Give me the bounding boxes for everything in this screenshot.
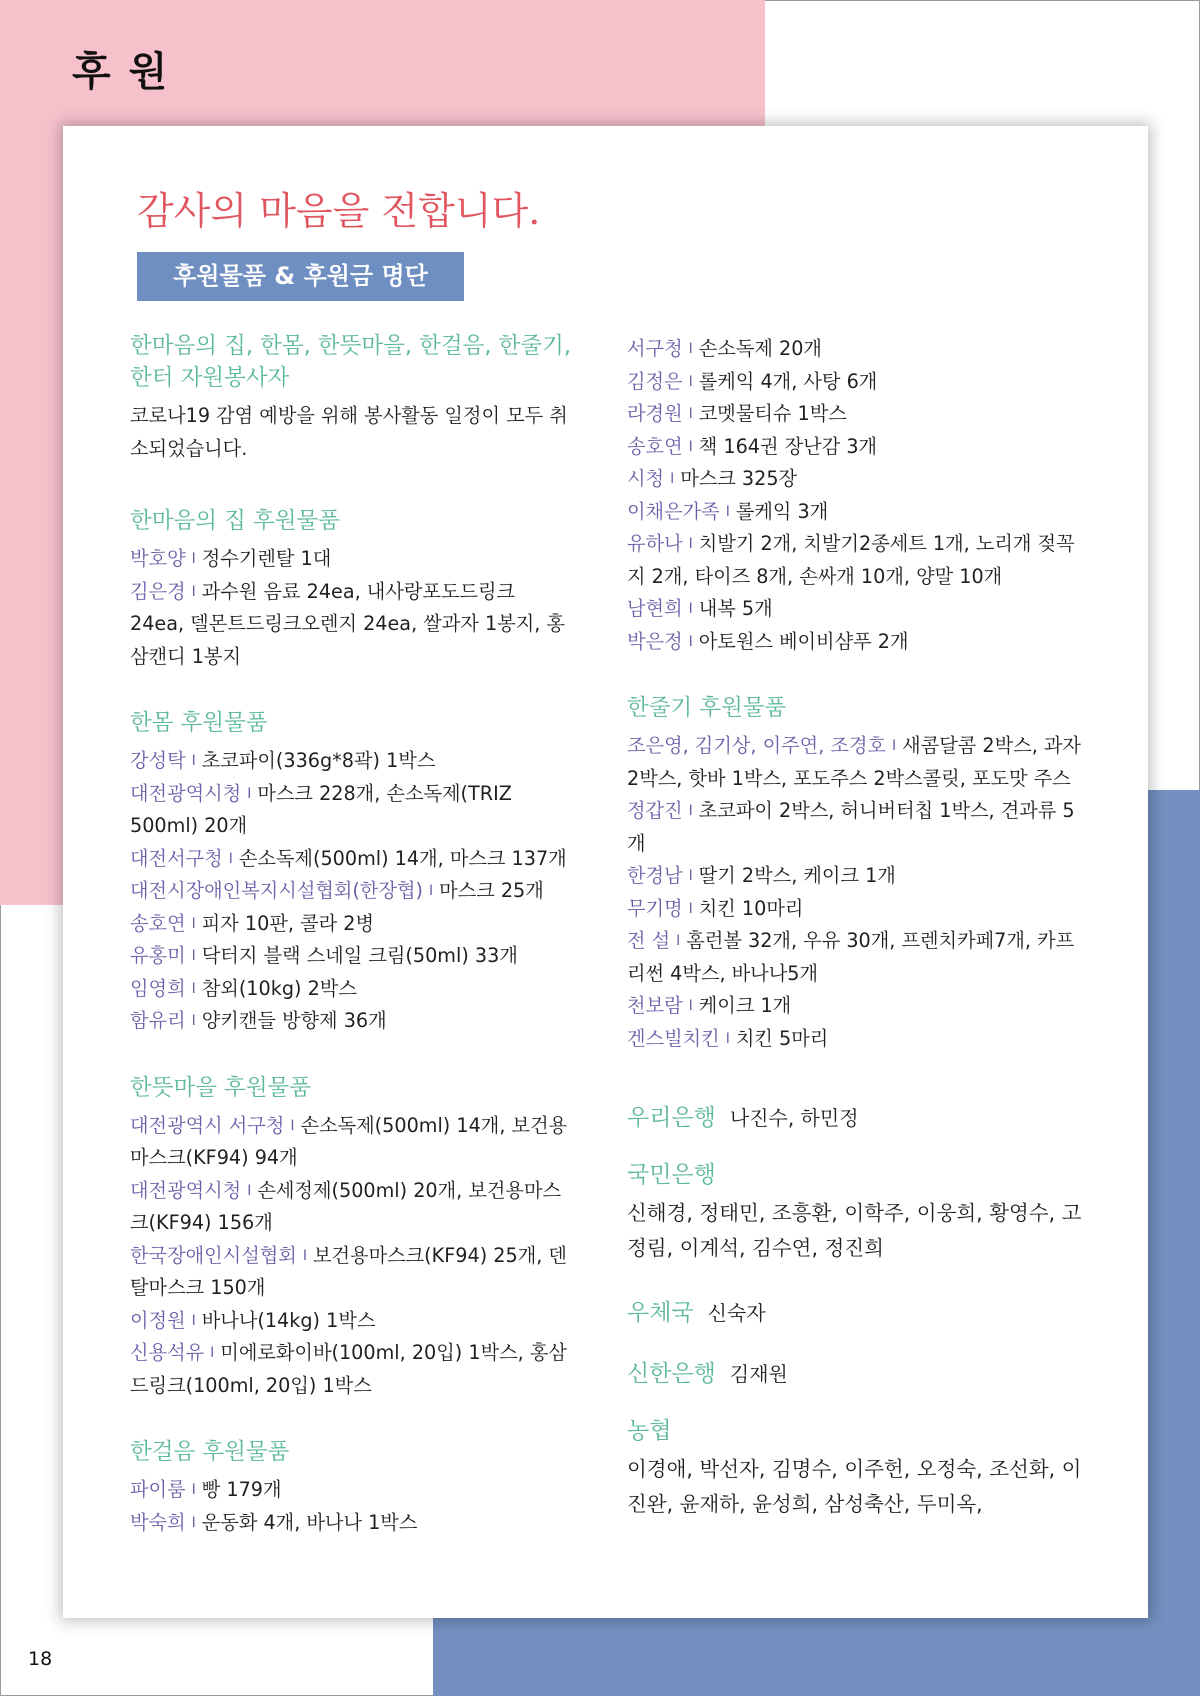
bank-donors: 나진수, 하민정 [729, 1106, 859, 1130]
donor-name: 시청 [627, 467, 665, 490]
donor-entry [130, 1474, 575, 1507]
separator: I [676, 933, 681, 949]
donor-name: 파이룸 [130, 1478, 186, 1501]
donation-desc: 딸기 2박스, 케이크 1개 [698, 864, 896, 887]
donation-desc: 마스크 325장 [680, 467, 798, 490]
separator: I [688, 633, 693, 650]
separator: I [725, 503, 730, 520]
donor-entry [627, 990, 1082, 1023]
donor-entry [627, 431, 1082, 464]
donation-desc: 미에로화이바(100ml, 20입) 1박스, 홍삼드링크(100ml, 20입) 1박스 [130, 1341, 567, 1397]
donation-desc: 손소독제(500ml) 14개, 보건용마스크(KF94) 94개 [130, 1113, 568, 1169]
separator: I [247, 785, 252, 802]
separator: I [688, 438, 693, 455]
separator: I [688, 601, 693, 617]
donor-entry [627, 333, 1082, 366]
donor-name: 김정은 [627, 369, 683, 393]
blue-background-block-bottom [433, 1612, 1200, 1696]
separator: I [191, 1482, 196, 1498]
donor-name: 대전광역시청 [130, 1178, 242, 1202]
donor-entry [627, 626, 1082, 659]
donation-desc: 책 164권 장난감 3개 [698, 434, 878, 458]
separator: I [191, 551, 196, 567]
donation-desc: 내복 5개 [698, 597, 773, 620]
donor-name: 라경원 [627, 402, 683, 425]
donor-entry [627, 795, 1082, 860]
donation-desc: 새콤달콤 2박스, 과자 2박스, 핫바 1박스, 포도주스 2박스콜릿, 포도맛 주스 [627, 734, 1081, 790]
donor-name: 유홍미 [130, 944, 186, 967]
group-title: 한마음의 집, 한몸, 한뜻마을, 한걸음, 한줄기, 한터 자원봉사자 [130, 333, 572, 391]
group-title: 한걸음 후원물품 [130, 1439, 290, 1465]
donation-desc: 손세정제(500ml) 20개, 보건용마스크(KF94) 156개 [130, 1178, 562, 1234]
bank-name: 우체국 [627, 1300, 694, 1326]
donor-name: 신용석유 [130, 1341, 205, 1364]
separator: I [191, 583, 196, 600]
donation-desc: 마스크 228개, 손소독제(TRIZ 500ml) 20개 [130, 781, 512, 837]
donor-name: 송호연 [627, 434, 683, 458]
separator: I [191, 1312, 196, 1329]
donation-desc: 보건용마스크(KF94) 25개, 덴탈마스크 150개 [130, 1243, 567, 1299]
bank-donors: 김재원 [729, 1362, 788, 1386]
donor-name: 무기명 [627, 896, 683, 920]
separator: I [429, 883, 434, 899]
donation-desc: 홈런볼 32개, 우유 30개, 프렌치카페7개, 카프리썬 4박스, 바나나5개 [627, 929, 1075, 985]
separator: I [210, 1345, 215, 1361]
donor-name: 대전서구청 [130, 846, 223, 870]
separator: I [191, 948, 196, 964]
left-column [130, 330, 575, 1539]
separator: I [688, 868, 693, 884]
donation-desc: 치킨 5마리 [735, 1026, 829, 1050]
donor-name: 전 설 [627, 929, 671, 952]
donor-entry [130, 875, 575, 908]
bank-entry [627, 1160, 1082, 1266]
separator: I [892, 738, 897, 754]
donor-entry [627, 463, 1082, 496]
donor-name: 임영희 [130, 976, 186, 1000]
donor-name: 박숙희 [130, 1510, 186, 1534]
donation-desc: 손소독제(500ml) 14개, 마스크 137개 [238, 846, 567, 870]
separator: I [688, 536, 693, 552]
separator: I [191, 1514, 196, 1531]
donor-entry [130, 1240, 575, 1305]
separator: I [290, 1117, 295, 1134]
donor-entry [130, 1110, 575, 1175]
donor-entry [627, 860, 1082, 893]
bank-name: 신한은행 [627, 1361, 716, 1387]
donor-entry [130, 576, 575, 674]
donor-entry [130, 843, 575, 876]
donation-desc: 정수기렌탈 1대 [201, 547, 332, 570]
donation-group [130, 505, 575, 673]
donation-desc: 아토원스 베이비샴푸 2개 [698, 629, 909, 653]
donor-entry [130, 1305, 575, 1338]
bank-donors: 이경애, 박선자, 김명수, 이주헌, 오정숙, 조선화, 이진완, 윤재하, 윤성희, 삼성축산, 두미옥, [627, 1457, 1082, 1516]
donation-desc: 운동화 4개, 바나나 1박스 [201, 1510, 418, 1534]
donor-entry [627, 528, 1082, 593]
right-column [627, 333, 1082, 1550]
donor-entry [130, 1175, 575, 1240]
donor-entry [627, 593, 1082, 626]
group-title: 한몸 후원물품 [130, 710, 268, 736]
donor-entry [130, 1337, 575, 1402]
donor-name: 대전광역시청 [130, 781, 242, 805]
donation-desc: 롤케익 3개 [735, 499, 829, 523]
donor-name: 남현희 [627, 597, 683, 620]
donation-desc: 바나나(14kg) 1박스 [201, 1308, 376, 1332]
donor-name: 천보람 [627, 994, 683, 1017]
donor-entry [130, 543, 575, 576]
donor-name: 이정원 [130, 1308, 186, 1332]
donor-name: 박은정 [627, 629, 683, 653]
donor-name: 강성탁 [130, 749, 186, 772]
donor-entry [130, 973, 575, 1006]
group-title: 한뜻마을 후원물품 [130, 1074, 312, 1101]
page-number: 18 [28, 1648, 53, 1670]
separator: I [191, 915, 196, 932]
donation-desc: 케이크 1개 [698, 994, 792, 1017]
donor-name: 한경남 [627, 864, 683, 887]
bank-donors: 신해경, 정태민, 조흥환, 이학주, 이웅희, 황영수, 고정림, 이계석, 김수연, 정진희 [627, 1201, 1082, 1260]
donation-group [130, 707, 575, 1038]
donor-name: 한국장애인시설협회 [130, 1243, 297, 1267]
donor-name: 함유리 [130, 1009, 186, 1032]
donation-desc: 과수원 음료 24ea, 내사랑포도드링크 24ea, 델몬트드링크오렌지 24ea, 쌀과자 1봉지, 홍삼캔디 1봉지 [130, 579, 565, 668]
bank-entry [627, 1099, 1082, 1132]
donor-name: 김은경 [130, 579, 186, 603]
donor-entry [627, 925, 1082, 990]
donation-desc: 코멧물티슈 1박스 [698, 402, 847, 425]
donor-entry [130, 908, 575, 941]
donor-name: 송호연 [130, 911, 186, 935]
donation-desc: 참외(10kg) 2박스 [201, 976, 357, 1000]
donation-group [130, 1072, 575, 1403]
donor-name: 유하나 [627, 532, 683, 555]
donation-desc: 빵 179개 [201, 1478, 282, 1501]
group-title: 한마음의 집 후원물품 [130, 508, 340, 534]
bank-entry [627, 1294, 1082, 1327]
subtitle-bar: 후원물품 & 후원금 명단 [137, 252, 464, 301]
donor-entry [627, 398, 1082, 431]
volunteers-group [130, 330, 575, 465]
donation-desc: 치발기 2개, 치발기2종세트 1개, 노리개 젖꼭지 2개, 타이즈 8개, 손싸개 10개, 양말 10개 [627, 532, 1075, 588]
donor-name: 정갑진 [627, 799, 683, 822]
volunteers-note: 코로나19 감염 예방을 위해 봉사활동 일정이 모두 취소되었습니다. [130, 404, 568, 460]
donor-name: 겐스빌치킨 [627, 1026, 720, 1050]
donation-desc: 닥터지 블랙 스네일 크림(50ml) 33개 [201, 944, 518, 967]
separator: I [228, 850, 233, 867]
donor-entry [130, 1507, 575, 1540]
donor-entry [130, 940, 575, 973]
separator: I [688, 406, 693, 422]
donation-desc: 피자 10판, 콜라 2병 [201, 911, 374, 935]
donation-desc: 초코파이(336g*8곽) 1박스 [201, 749, 436, 772]
donor-name: 조은영, 김기상, 이주연, 조경호 [627, 734, 887, 757]
donation-desc: 치킨 10마리 [698, 896, 804, 920]
separator: I [688, 900, 693, 917]
separator: I [688, 373, 693, 390]
separator: I [688, 998, 693, 1014]
donor-entry [130, 745, 575, 778]
donation-desc: 양키캔들 방향제 36개 [201, 1009, 387, 1032]
separator: I [191, 1013, 196, 1029]
separator: I [725, 1030, 730, 1047]
separator: I [191, 753, 196, 769]
donor-entry [130, 1005, 575, 1038]
bank-entry [627, 1416, 1082, 1522]
section-title: 후 원 [72, 49, 170, 95]
donor-entry [627, 1023, 1082, 1056]
donor-name: 대전광역시 서구청 [130, 1113, 285, 1137]
donor-entry [130, 778, 575, 843]
separator: I [191, 980, 196, 997]
donor-name: 이채은가족 [627, 499, 720, 523]
donation-group [627, 692, 1082, 1055]
donation-group [130, 1436, 575, 1539]
bank-donors: 신숙자 [707, 1301, 766, 1325]
donation-desc: 마스크 25개 [439, 879, 544, 902]
separator: I [688, 341, 693, 357]
separator: I [688, 803, 693, 819]
donor-name: 서구청 [627, 337, 683, 360]
donor-entry [627, 730, 1082, 795]
bank-name: 국민은행 [627, 1162, 716, 1188]
continued-group [627, 333, 1082, 658]
donor-name: 대전시장애인복지시설협회(한장협) [130, 879, 423, 902]
bank-name: 우리은행 [627, 1105, 716, 1131]
donation-desc: 손소독제 20개 [698, 337, 822, 360]
group-title: 한줄기 후원물품 [627, 695, 787, 721]
separator: I [302, 1247, 307, 1264]
donor-entry [627, 366, 1082, 399]
donor-name: 박호양 [130, 547, 186, 570]
donor-entry [627, 496, 1082, 529]
bank-entry [627, 1355, 1082, 1388]
donor-entry [627, 893, 1082, 926]
donation-desc: 롤케익 4개, 사탕 6개 [698, 369, 878, 393]
separator: I [670, 471, 675, 487]
headline: 감사의 마음을 전합니다. [137, 189, 541, 233]
separator: I [247, 1182, 252, 1199]
donation-desc: 초코파이 2박스, 허니버터칩 1박스, 견과류 5개 [627, 799, 1075, 855]
bank-name: 농협 [627, 1418, 672, 1444]
